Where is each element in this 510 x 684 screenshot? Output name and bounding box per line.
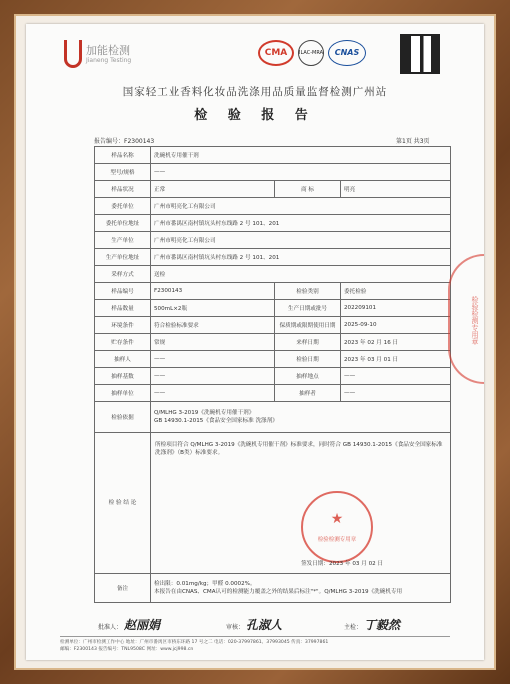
sample-place-label: 抽样地点: [275, 368, 341, 385]
sampling-unit-value: ——: [151, 385, 275, 402]
table-row: [95, 334, 451, 351]
test-date-value: 2023 年 03 月 01 日: [341, 351, 451, 368]
table-row: [95, 574, 451, 603]
received-date-value: 2023 年 02 月 16 日: [341, 334, 451, 351]
client-label: 委托单位: [95, 198, 151, 215]
test-date-label: 检验日期: [275, 351, 341, 368]
client-address-label: 委托单位地址: [95, 215, 151, 232]
table-row: [95, 147, 451, 164]
table-row: [95, 215, 451, 232]
client-address-value: 广州市番禺区南村镇坑头村东线路 2 号 101、201: [151, 215, 451, 232]
table-row: [95, 385, 451, 402]
sampler-value: ——: [151, 351, 275, 368]
issue-date: 签发日期：2023 年 03 月 02 日: [301, 561, 384, 567]
model-value: ——: [151, 164, 451, 181]
table-row: [95, 249, 451, 266]
table-row: [95, 351, 451, 368]
side-seal-icon: [448, 254, 484, 384]
product-name-label: 样品名称: [95, 147, 151, 164]
reviewer-signature: [226, 616, 282, 633]
logo-mark-icon: [64, 40, 82, 68]
table-row: [95, 368, 451, 385]
reviewer-signature-text: 孔淑人: [245, 618, 282, 632]
test-type-label: 检验类别: [275, 283, 341, 300]
sample-place-value: ——: [341, 368, 451, 385]
shelf-life-value: 2025-09-10: [341, 317, 451, 334]
logo-subtitle: Jianeng Testing: [86, 57, 132, 64]
environment-label: 环境条件: [95, 317, 151, 334]
storage-label: 贮存条件: [95, 334, 151, 351]
reviewer-label: 审核：: [226, 624, 245, 631]
table-row: [95, 433, 451, 574]
basis-label: 检验依据: [95, 402, 151, 433]
footer-line: 邮编：F2300143 报告编号：TNL9508C 网址：www.jcj998.cn: [60, 647, 194, 652]
sample-base-label: 抽样基数: [95, 368, 151, 385]
product-name-value: 洗碗机专用催干剂: [151, 147, 451, 164]
sampler-label: 抽样人: [95, 351, 151, 368]
storage-value: 常规: [151, 334, 275, 351]
ilac-mra-seal-icon: ILAC-MRA: [298, 40, 324, 66]
manufacturer-label: 生产单位: [95, 232, 151, 249]
writer-signature: [344, 616, 400, 633]
cma-seal-icon: CMA: [258, 40, 294, 66]
basis-line: Q/MLHG 3-2019《洗碗机专用催干剂》: [154, 410, 255, 416]
report-document: [26, 24, 484, 660]
table-row: [95, 402, 451, 433]
quantity-value: 500mL×2瓶: [151, 300, 275, 317]
table-row: [95, 232, 451, 249]
sampling-method-label: 采样方式: [95, 266, 151, 283]
sampling-person-value: ——: [341, 385, 451, 402]
brand-value: 明亮: [341, 181, 451, 198]
report-title: 检 验 报 告: [194, 108, 316, 123]
batch-label: 生产日期或批号: [275, 300, 341, 317]
quantity-label: 样品数量: [95, 300, 151, 317]
remarks-label: 备注: [95, 574, 151, 603]
table-row: [95, 300, 451, 317]
qr-code-icon: [400, 34, 440, 74]
sampling-person-label: 抽样者: [275, 385, 341, 402]
remarks-value: [151, 574, 451, 603]
footer-line: 检测单位：广州市检测工作中心 地址：广州市番禺区市桥东环路 17 号之二 电话：020-37997861、37993045 传真：37997861: [60, 640, 329, 645]
conclusion-label: 检 验 结 论: [95, 433, 151, 574]
received-date-label: 来样日期: [275, 334, 341, 351]
company-logo: [64, 38, 154, 72]
sample-base-value: ——: [151, 368, 275, 385]
basis-value: [151, 402, 451, 433]
report-table: [94, 146, 451, 603]
brand-label: 商 标: [275, 181, 341, 198]
writer-signature-text: 丁毅然: [363, 618, 400, 632]
table-row: [95, 181, 451, 198]
page-number: 第1页 共3页: [396, 138, 430, 145]
manufacturer-address-label: 生产单位地址: [95, 249, 151, 266]
table-row: [95, 198, 451, 215]
manufacturer-address-value: 广州市番禺区南村镇坑头村东线路 2 号 101、201: [151, 249, 451, 266]
environment-value: 符合检验标准要求: [151, 317, 275, 334]
test-type-value: 委托检验: [341, 283, 451, 300]
model-label: 型号/规格: [95, 164, 151, 181]
batch-value: 202209101: [341, 300, 451, 317]
sampling-unit-label: 抽样单位: [95, 385, 151, 402]
state-value: 正常: [151, 181, 275, 198]
approver-signature: [98, 616, 160, 633]
approver-signature-text: 赵丽娟: [123, 618, 160, 632]
basis-line: GB 14930.1-2015《食品安全国家标准 洗涤剂》: [154, 418, 278, 424]
stamp-text: 检验检测专用章: [317, 537, 357, 543]
client-value: 广州市明亮化工有限公司: [151, 198, 451, 215]
institute-title: 国家轻工业香料化妆品洗涤用品质量监督检测广州站: [122, 86, 388, 98]
table-row: [95, 283, 451, 300]
sample-number-value: F2300143: [151, 283, 275, 300]
sample-number-label: 样品编号: [95, 283, 151, 300]
manufacturer-value: 广州市明亮化工有限公司: [151, 232, 451, 249]
official-stamp-icon: ★ 检验检测专用章: [301, 491, 373, 563]
conclusion-text: 所检项目符合 Q/MLHG 3-2019《洗碗机专用催干剂》标准要求，同时符合 GB 14930.1-2015《食品安全国家标准 洗涤剂》（B类）标准要求。: [155, 442, 443, 456]
report-number: 报告编号：F2300143: [94, 138, 155, 145]
remarks-line: 检出限：0.01mg/kg；甲醛 0.0002%。: [154, 581, 256, 587]
shelf-life-label: 保质期或限期使用日期: [275, 317, 341, 334]
writer-label: 主检：: [344, 624, 363, 631]
conclusion-cell: [151, 433, 451, 574]
cnas-seal-icon: CNAS: [328, 40, 366, 66]
table-row: [95, 266, 451, 283]
logo-name: 加能检测: [86, 44, 130, 57]
report-footer: [60, 636, 450, 653]
remarks-line: 本报告在由CNAS、CMA认可的检测能力覆盖之外的结果后标注"*"。Q/MLHG 3-2019《洗碗机专用: [154, 589, 403, 595]
table-row: [95, 164, 451, 181]
table-row: [95, 317, 451, 334]
state-label: 样品状况: [95, 181, 151, 198]
sampling-method-value: 送检: [151, 266, 451, 283]
approver-label: 批准人：: [98, 624, 123, 631]
side-seal-text: 检验检测专用章: [471, 296, 479, 345]
